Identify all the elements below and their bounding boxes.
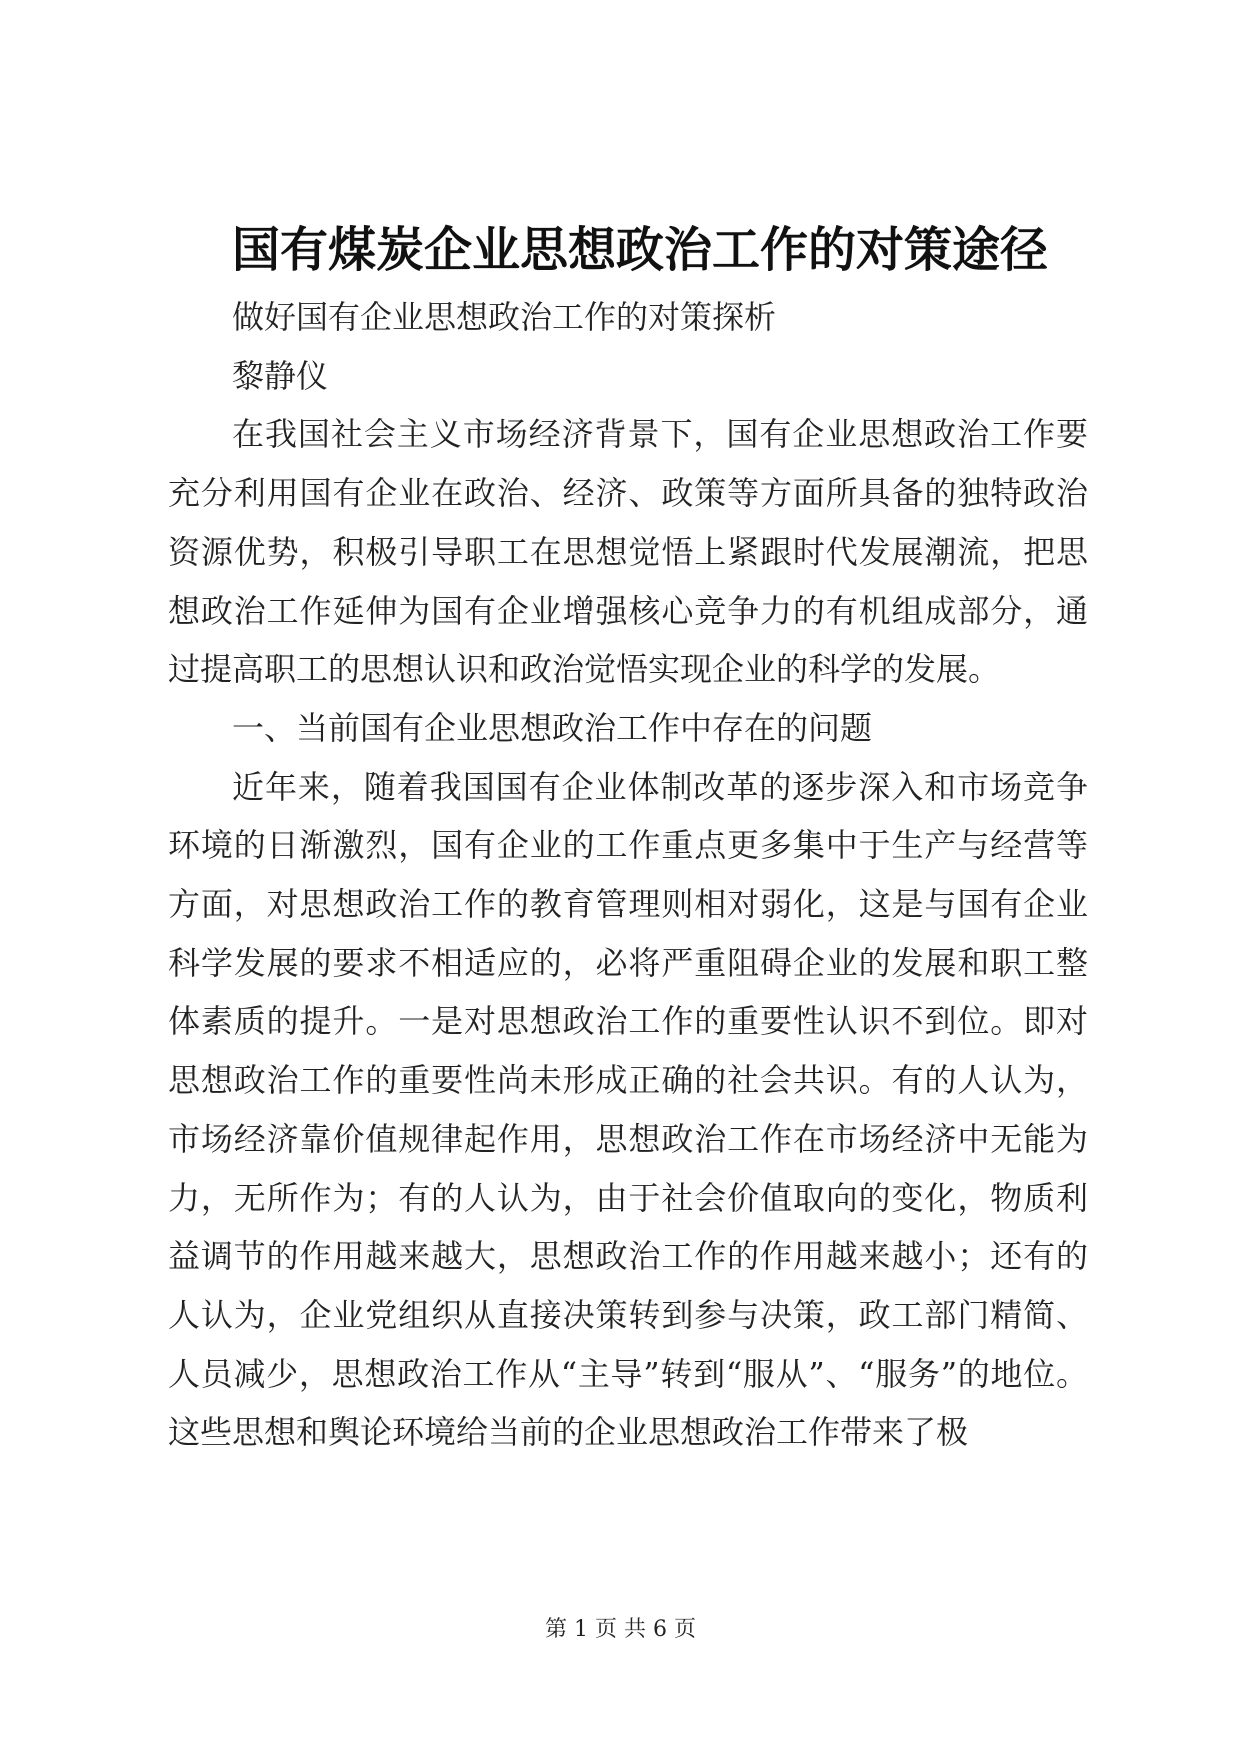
document-title: 国有煤炭企业思想政治工作的对策途径: [232, 222, 1049, 278]
paragraph-intro: 在我国社会主义市场经济背景下，国有企业思想政治工作要充分利用国有企业在政治、经济、政策等方面所具备的独特政治资源优势，积极引导职工在思想觉悟上紧跟时代发展潮流，把思想政治工作延伸为国有企业增强核心竞争力的有机组成部分，通过提高职工的思想认识和政治觉悟实现企业的科学的发展。: [168, 415, 1088, 689]
author: 黎静仪: [232, 356, 329, 395]
paragraph-problems: 近年来，随着我国国有企业体制改革的逐步深入和市场竞争环境的日渐激烈，国有企业的工作重点更多集中于生产与经营等方面，对思想政治工作的教育管理则相对弱化，这是与国有企业科学发展的要求不相适应的，必将严重阻碍企业的发展和职工整体素质的提升。一是对思想政治工作的重要性认识不到位。即对思想政治工作的重要性尚未形成正确的社会共识。有的人认为，市场经济靠价值规律起作用，思想政治工作在市场经济中无能为力，无所作为；有的人认为，由于社会价值取向的变化，物质利益调节的作用越来越大，思想政治工作的作用越来越小；还有的人认为，企业党组织从直接决策转到参与决策，政工部门精简、人员减少，思想政治工作从“主导”转到“服从”、“服务”的地位。这些思想和舆论环境给当前的企业思想政治工作带来了极: [168, 767, 1088, 1452]
page-number: 第 1 页 共 6 页: [545, 1617, 696, 1642]
section-heading: 一、当前国有企业思想政治工作中存在的问题: [232, 708, 873, 747]
document-body: [168, 288, 1088, 1462]
subtitle: 做好国有企业思想政治工作的对策探析: [232, 298, 777, 336]
